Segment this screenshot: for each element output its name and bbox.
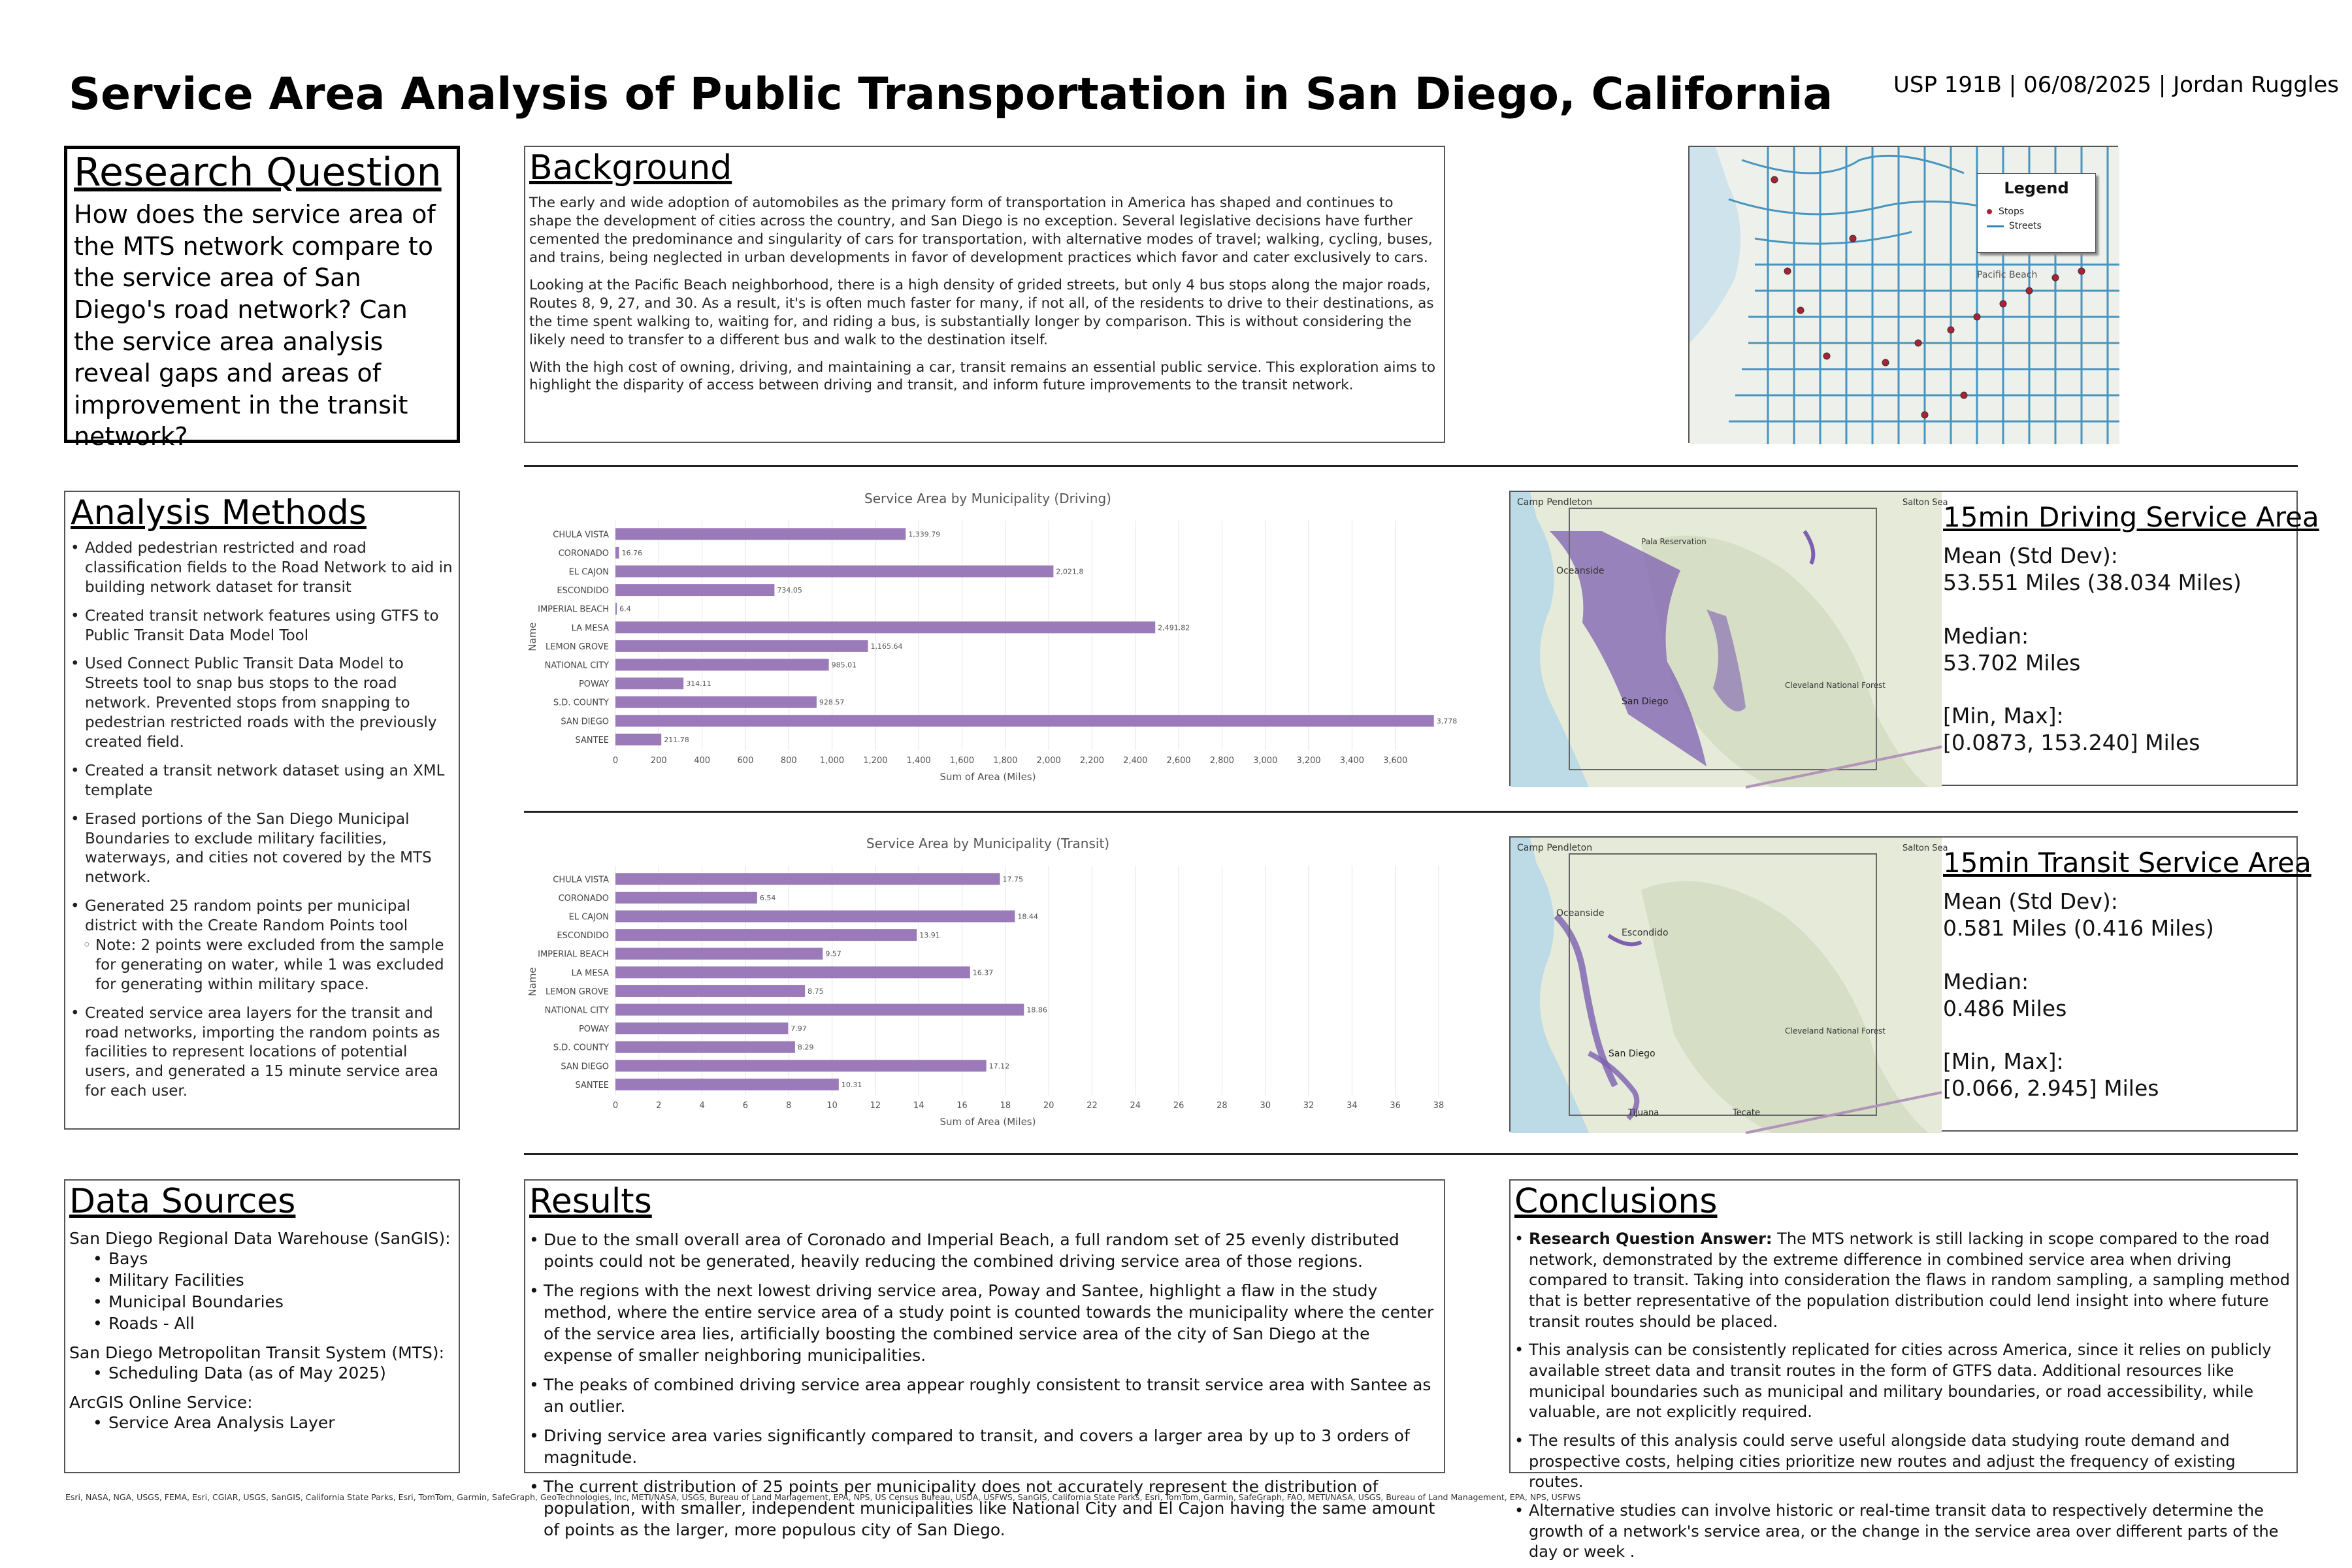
y-category-label: LA MESA xyxy=(571,623,609,634)
x-tick-label: 1,800 xyxy=(993,756,1018,766)
map-label: San Diego xyxy=(1609,1049,1656,1059)
y-category-label: IMPERIAL BEACH xyxy=(538,604,609,615)
bar xyxy=(615,584,774,596)
map-label: Salton Sea xyxy=(1903,843,1948,853)
background-panel xyxy=(524,146,1445,443)
driving-chart xyxy=(524,487,1458,794)
driving-chart-svg xyxy=(524,487,1458,794)
analysis-methods-heading: Analysis Methods xyxy=(71,493,367,532)
bar xyxy=(615,566,1053,578)
bar xyxy=(615,547,619,559)
x-tick-label: 38 xyxy=(1433,1101,1445,1111)
chart-title: Service Area by Municipality (Driving) xyxy=(864,491,1111,506)
bar xyxy=(615,640,868,652)
x-tick-label: 6 xyxy=(742,1101,749,1111)
x-tick-label: 0 xyxy=(612,1101,619,1111)
bar xyxy=(615,1041,795,1053)
data-source-item: • Roads - All xyxy=(69,1313,455,1334)
pacific-beach-map xyxy=(1688,146,2118,443)
x-tick-label: 2,400 xyxy=(1123,756,1148,766)
x-tick-label: 0 xyxy=(612,756,619,766)
y-axis-label: Name xyxy=(527,622,538,651)
bar-value-label: 17.12 xyxy=(988,1062,1010,1071)
y-category-label: LEMON GROVE xyxy=(546,642,609,652)
bar-value-label: 16.76 xyxy=(621,548,643,557)
x-tick-label: 2,200 xyxy=(1079,756,1105,766)
bar xyxy=(615,985,805,997)
x-axis-label: Sum of Area (Miles) xyxy=(939,771,1036,783)
y-category-label: LA MESA xyxy=(571,968,609,979)
background-paragraph: With the high cost of owning, driving, and maintaining a car, transit remains an essential public service. This exploration aims to highlight the disparity of access between driving and transit, and inform future improvements to the transit network. xyxy=(529,359,1436,394)
y-category-label: POWAY xyxy=(578,679,609,690)
legend-title: Legend xyxy=(2004,179,2069,197)
x-tick-label: 4 xyxy=(699,1101,705,1111)
conclusions-item: • The results of this analysis could serve useful alongside data studying route demand and prospective costs, helping cities prioritize new routes and adjust the frequency of existing routes. xyxy=(1514,1431,2293,1493)
data-source-item: • Municipal Boundaries xyxy=(69,1291,455,1313)
x-tick-label: 20 xyxy=(1043,1101,1054,1111)
bar xyxy=(615,929,917,941)
analysis-methods-panel xyxy=(64,491,460,1130)
rq-answer-text: The MTS network is still lacking in scope compared to the road network, demonstrated by the extreme difference in combined service area when driving compared to transit. Taking into consideration the flaws in random sampling, a sampling method that is better representative of the population distribution could lend insight into where future transit routes should be placed. xyxy=(1529,1230,2290,1331)
divider xyxy=(524,465,2298,467)
bar-value-label: 6.4 xyxy=(619,604,631,613)
bar xyxy=(615,621,1155,633)
bar-value-label: 16.37 xyxy=(972,968,994,977)
bar xyxy=(615,873,1000,885)
divider xyxy=(524,1153,2298,1155)
bar-value-label: 18.86 xyxy=(1026,1005,1047,1015)
research-question-text: How does the service area of the MTS network compare to the service area of San Diego's road network? Can the service area analysis reveal gaps and areas of improvement in the transit network? xyxy=(74,200,436,451)
poster-meta: USP 191B | 06/08/2025 | Jordan Ruggles xyxy=(1893,72,2339,98)
x-axis-label: Sum of Area (Miles) xyxy=(939,1116,1036,1128)
driving-sa-map xyxy=(1511,492,1948,787)
poster-title: Service Area Analysis of Public Transportation in San Diego, California xyxy=(69,69,1833,120)
transit-service-area-panel xyxy=(1509,836,2311,1132)
bar xyxy=(615,911,1015,923)
x-tick-label: 36 xyxy=(1390,1101,1401,1111)
transit-sa-median: 0.486 Miles xyxy=(1943,995,2067,1021)
bar xyxy=(615,948,823,960)
results-item: • Driving service area varies significantly compared to transit, and covers a larger area by up to 3 orders of magnitude. xyxy=(529,1425,1440,1468)
methods-item: • Added pedestrian restricted and road classification fields to the Road Network to aid in building network dataset for transit xyxy=(71,539,453,598)
street-line-icon xyxy=(1987,225,2004,227)
conclusions-list xyxy=(1514,1229,2293,1563)
data-sources-heading: Data Sources xyxy=(69,1182,296,1221)
bar-value-label: 2,491.82 xyxy=(1158,623,1190,632)
x-tick-label: 2,600 xyxy=(1166,756,1191,766)
bar xyxy=(615,696,817,708)
x-tick-label: 200 xyxy=(650,756,667,766)
bar-value-label: 7.97 xyxy=(791,1024,807,1034)
bar xyxy=(615,603,617,615)
conclusions-item: • This analysis can be consistently replicated for cities across America, since it relies on publicly available street data and transit routes in the form of GTFS data. Additional resources like municipal boundaries such as municipal and military boundaries, or road accessibility, while valuable, are not explicitly required. xyxy=(1514,1340,2293,1423)
results-item: • The peaks of combined driving service area appear roughly consistent to transit service area with Santee as an outlier. xyxy=(529,1374,1440,1417)
x-tick-label: 3,400 xyxy=(1339,756,1364,766)
data-source-group: San Diego Regional Data Warehouse (SanGIS): xyxy=(69,1229,451,1248)
background-paragraph: The early and wide adoption of automobiles as the primary form of transportation in America has shaped and continues to shape the development of cities across the country, and San Diego is no exception. Several legislative decisions have further cemented the predominance and singularity of cars for transportation, with alternative modes of travel; walking, cycling, buses, and trains, being neglected in urban developments in favor of development practices which favor and cater exclusively to cars. xyxy=(529,195,1433,266)
data-source-group: San Diego Metropolitan Transit System (MTS): xyxy=(69,1343,444,1362)
bar xyxy=(615,1060,987,1071)
methods-item: • Used Connect Public Transit Data Model to Streets tool to snap bus stops to the road network. Prevented stops from snapping to pedestrian restricted roads with the previously created field. xyxy=(71,655,453,752)
bar-value-label: 928.57 xyxy=(819,698,845,707)
y-category-label: SAN DIEGO xyxy=(561,717,609,727)
bar xyxy=(615,1022,788,1034)
bar-value-label: 9.57 xyxy=(825,949,841,958)
x-tick-label: 30 xyxy=(1260,1101,1271,1111)
map-legend xyxy=(1977,173,2096,253)
results-item: • The current distribution of 25 points per municipality does not accurately represent the distribution of population, with smaller, independent municipalities like National City and El Cajon having the same amount of points as the larger, more populous city of San Diego. xyxy=(529,1476,1440,1541)
x-tick-label: 34 xyxy=(1347,1101,1358,1111)
legend-entry-streets: Streets xyxy=(1987,221,2095,231)
results-item: • The regions with the next lowest driving service area, Poway and Santee, highlight a flaw in the study method, where the entire service area of a study point is counted towards the municipality where the center of the service area lies, artificially boosting the combined service area of the city of San Diego at the expense of smaller neighboring municipalities. xyxy=(529,1280,1440,1366)
x-tick-label: 600 xyxy=(737,756,754,766)
map-label: Oceanside xyxy=(1556,908,1605,919)
bar-value-label: 734.05 xyxy=(777,586,802,595)
y-category-label: EL CAJON xyxy=(568,912,609,923)
bar-value-label: 17.75 xyxy=(1002,875,1024,884)
bar xyxy=(615,1079,839,1090)
methods-item: • Created transit network features using GTFS to Public Transit Data Model Tool xyxy=(71,607,453,646)
driving-sa-median: 53.702 Miles xyxy=(1943,649,2081,676)
x-tick-label: 32 xyxy=(1303,1101,1315,1111)
bar xyxy=(615,678,683,689)
x-tick-label: 10 xyxy=(826,1101,838,1111)
driving-sa-range-label: [Min, Max]: xyxy=(1943,703,2064,728)
x-tick-label: 14 xyxy=(913,1101,924,1111)
x-tick-label: 400 xyxy=(694,756,711,766)
map-label: Camp Pendleton xyxy=(1517,843,1593,853)
bar xyxy=(615,892,757,904)
map-label: Tijuana xyxy=(1628,1108,1659,1118)
bar-value-label: 1,339.79 xyxy=(908,530,941,539)
research-question-heading: Research Question xyxy=(74,150,442,195)
data-source-item: • Scheduling Data (as of May 2025) xyxy=(69,1362,455,1384)
bar-value-label: 10.31 xyxy=(841,1080,862,1089)
x-tick-label: 2 xyxy=(656,1101,662,1111)
bar-value-label: 314.11 xyxy=(686,679,711,689)
methods-item: • Created service area layers for the transit and road networks, importing the random points as facilities to represent locations of potential users, and generated a 15 minute service area for each user. xyxy=(71,1004,453,1102)
x-tick-label: 26 xyxy=(1173,1101,1184,1111)
y-axis-label: Name xyxy=(527,967,538,996)
data-source-group: ArcGIS Online Service: xyxy=(69,1393,253,1412)
rq-answer-label: Research Question Answer: xyxy=(1529,1230,1772,1248)
y-category-label: ESCONDIDO xyxy=(557,586,609,596)
map-label: Cleveland National Forest xyxy=(1785,681,1886,690)
y-category-label: ESCONDIDO xyxy=(557,931,609,941)
map-label: Camp Pendleton xyxy=(1517,497,1593,508)
map-label: Salton Sea xyxy=(1903,498,1948,508)
x-tick-label: 2,800 xyxy=(1209,756,1235,766)
driving-sa-stats xyxy=(1943,501,2319,757)
y-category-label: S.D. COUNTY xyxy=(553,698,609,708)
bar xyxy=(615,966,970,978)
bar xyxy=(615,1004,1024,1016)
bar-value-label: 18.44 xyxy=(1017,912,1038,921)
y-category-label: CHULA VISTA xyxy=(553,875,609,885)
map-credits: Esri, NASA, NGA, USGS, FEMA, Esri, CGIAR, USGS, SanGIS, California State Parks, Esri, TomTom, Garmin, SafeGraph, GeoTechnologies, Inc, METI/NASA, USGS, Bureau of Land Management, EPA, NPS, US Census Bureau, USDA, USFWS, SanGIS, California State Parks, Esri, TomTom, Garmin, SafeGraph, FAO, METI/NASA, USGS, Bureau of Land Management, EPA, NPS, USFWS xyxy=(65,1492,1581,1502)
x-tick-label: 16 xyxy=(956,1101,968,1111)
y-category-label: SAN DIEGO xyxy=(561,1062,609,1072)
y-category-label: S.D. COUNTY xyxy=(553,1043,609,1053)
bar xyxy=(615,734,661,745)
x-tick-label: 28 xyxy=(1217,1101,1228,1111)
x-tick-label: 8 xyxy=(786,1101,792,1111)
driving-sa-mean: 53.551 Miles (38.034 Miles) xyxy=(1943,570,2242,596)
y-category-label: SANTEE xyxy=(575,1080,609,1090)
conclusions-item xyxy=(1514,1229,2293,1332)
x-tick-label: 3,200 xyxy=(1296,756,1321,766)
map-label: Escondido xyxy=(1622,928,1669,938)
results-heading: Results xyxy=(529,1182,652,1221)
methods-item: • Erased portions of the San Diego Municipal Boundaries to exclude military facilities, waterways, and cities not covered by the MTS network. xyxy=(71,810,453,889)
data-sources-panel xyxy=(64,1179,460,1473)
x-tick-label: 18 xyxy=(1000,1101,1011,1111)
y-category-label: EL CAJON xyxy=(568,567,609,578)
transit-sa-mean: 0.581 Miles (0.416 Miles) xyxy=(1943,915,2214,941)
x-tick-label: 3,000 xyxy=(1253,756,1278,766)
y-category-label: IMPERIAL BEACH xyxy=(538,949,609,960)
x-tick-label: 1,200 xyxy=(863,756,888,766)
conclusions-heading: Conclusions xyxy=(1514,1182,1718,1221)
map-label-pacific-beach: Pacific Beach xyxy=(1977,270,2038,280)
driving-sa-median-label: Median: xyxy=(1943,623,2029,649)
chart-title: Service Area by Municipality (Transit) xyxy=(866,836,1110,851)
conclusions-panel xyxy=(1509,1179,2298,1561)
bar-value-label: 8.29 xyxy=(797,1043,814,1052)
data-source-item: • Service Area Analysis Layer xyxy=(69,1412,455,1433)
transit-sa-stats xyxy=(1943,847,2311,1102)
data-source-item: • Bays xyxy=(69,1248,455,1269)
map-label: Cleveland National Forest xyxy=(1785,1026,1886,1036)
transit-sa-title: 15min Transit Service Area xyxy=(1943,847,2311,879)
x-tick-label: 3,600 xyxy=(1383,756,1408,766)
y-category-label: LEMON GROVE xyxy=(546,987,609,997)
bar-value-label: 2,021.8 xyxy=(1056,567,1084,576)
x-tick-label: 22 xyxy=(1086,1101,1098,1111)
y-category-label: NATIONAL CITY xyxy=(544,661,609,671)
y-category-label: CORONADO xyxy=(558,893,609,904)
transit-sa-median-label: Median: xyxy=(1943,968,2029,994)
x-tick-label: 800 xyxy=(780,756,797,766)
bar-value-label: 6.54 xyxy=(759,893,776,902)
bar-value-label: 985.01 xyxy=(831,661,857,670)
transit-chart-svg xyxy=(524,832,1452,1139)
bar-value-label: 1,165.64 xyxy=(870,642,903,651)
bar-value-label: 8.75 xyxy=(808,987,824,996)
methods-item: • Created a transit network dataset using an XML template xyxy=(71,762,453,801)
results-item: • Due to the small overall area of Coronado and Imperial Beach, a full random set of 25 evenly distributed points could not be generated, heavily reducing the combined driving service area of those regions. xyxy=(529,1229,1440,1272)
transit-sa-map xyxy=(1511,838,1948,1133)
bar-value-label: 211.78 xyxy=(664,735,689,744)
legend-entry-stops: Stops xyxy=(1987,206,2095,217)
divider xyxy=(524,811,2298,813)
y-category-label: CORONADO xyxy=(558,548,609,559)
map-label: San Diego xyxy=(1622,696,1669,707)
bar xyxy=(615,715,1434,727)
bar xyxy=(615,659,829,671)
y-category-label: SANTEE xyxy=(575,735,609,745)
map-label: Tecate xyxy=(1733,1108,1760,1118)
x-tick-label: 2,000 xyxy=(1036,756,1061,766)
research-question-panel xyxy=(64,146,460,451)
transit-sa-range: [0.066, 2.945] Miles xyxy=(1943,1075,2159,1102)
bar xyxy=(615,528,906,540)
x-tick-label: 1,600 xyxy=(949,756,975,766)
methods-item: • Generated 25 random points per municipal district with the Create Random Points tool xyxy=(71,897,453,936)
map-label: Pala Reservation xyxy=(1641,537,1707,546)
y-category-label: CHULA VISTA xyxy=(553,530,609,540)
stop-marker-icon xyxy=(1987,209,1992,214)
x-tick-label: 12 xyxy=(870,1101,881,1111)
map-label: Oceanside xyxy=(1556,566,1605,576)
driving-service-area-panel xyxy=(1509,491,2319,786)
y-category-label: NATIONAL CITY xyxy=(544,1005,609,1016)
x-tick-label: 1,400 xyxy=(906,756,931,766)
conclusions-item: • Alternative studies can involve historic or real-time transit data to respectively determine the growth of a network's service area, or the change in the service area over different parts of the day or week . xyxy=(1514,1501,2293,1563)
transit-sa-range-label: [Min, Max]: xyxy=(1943,1049,2064,1074)
transit-chart xyxy=(524,832,1452,1139)
bar-value-label: 13.91 xyxy=(919,931,940,940)
driving-sa-mean-label: Mean (Std Dev): xyxy=(1943,543,2118,568)
background-paragraph: Looking at the Pacific Beach neighborhood, there is a high density of grided streets, but only 4 bus stops along the major roads, Routes 8, 9, 27, and 30. As a result, it's is often much faster for many, if not all, of the residents to drive to their destinations, as the time spent walking to, waiting for, and riding a bus, is substantially longer by comparison. This is without considering the likely need to transfer to a different bus and walk to the destination itself. xyxy=(529,276,1434,348)
data-source-item: • Military Facilities xyxy=(69,1269,455,1291)
y-category-label: POWAY xyxy=(578,1024,609,1035)
x-tick-label: 24 xyxy=(1130,1101,1141,1111)
x-tick-label: 1,000 xyxy=(819,756,845,766)
driving-sa-range: [0.0873, 153.240] Miles xyxy=(1943,730,2200,756)
driving-sa-title: 15min Driving Service Area xyxy=(1943,501,2319,533)
methods-list xyxy=(71,539,453,1102)
bar-value-label: 3,778 xyxy=(1436,717,1458,726)
transit-sa-mean-label: Mean (Std Dev): xyxy=(1943,889,2118,914)
methods-subnote: ◦ Note: 2 points were excluded from the sample for generating on water, while 1 was excluded for generating within military space. xyxy=(71,936,453,995)
background-heading: Background xyxy=(529,148,732,188)
